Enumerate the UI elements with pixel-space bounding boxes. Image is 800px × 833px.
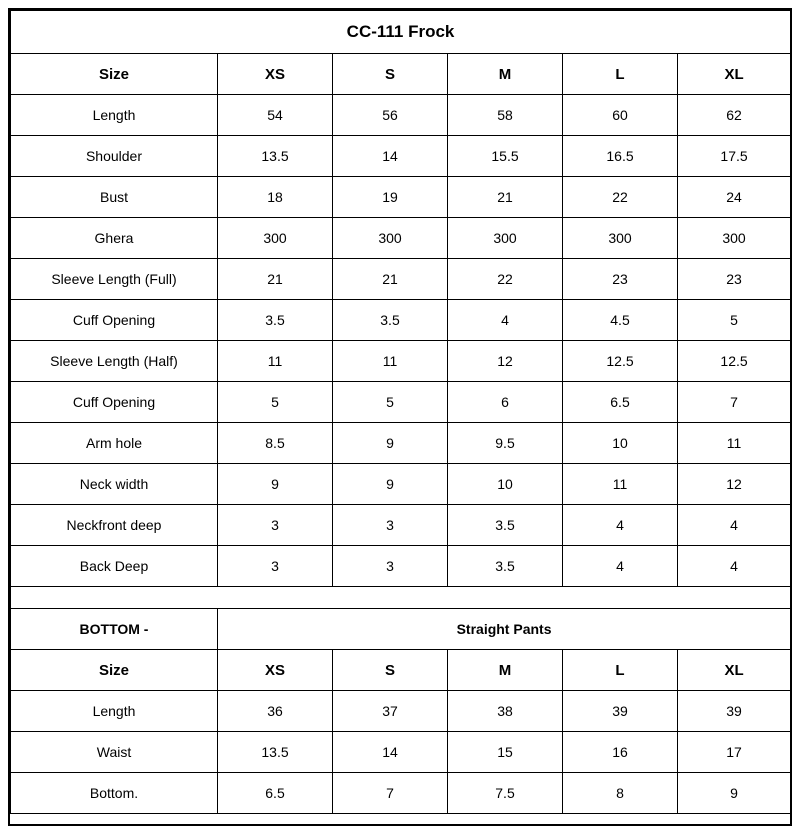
measurement-value: 8 [563,773,678,814]
table-row [11,691,791,732]
measurement-value: 14 [333,136,448,177]
measurement-value: 3.5 [333,300,448,341]
table-row [11,136,791,177]
table-row [11,95,791,136]
measurement-value: 17.5 [678,136,791,177]
measurement-value: 3 [333,546,448,587]
measurement-label: Sleeve Length (Half) [11,341,218,382]
measurement-value: 6.5 [218,773,333,814]
measurement-value: 9 [678,773,791,814]
measurement-value: 37 [333,691,448,732]
header-cell: XL [678,54,791,95]
measurement-value: 4 [563,505,678,546]
table-row [11,732,791,773]
measurement-value: 9 [333,423,448,464]
measurement-value: 13.5 [218,732,333,773]
measurement-value: 60 [563,95,678,136]
table-row [11,773,791,814]
measurement-value: 23 [563,259,678,300]
measurement-value: 5 [333,382,448,423]
table-row [11,218,791,259]
measurement-label: Bust [11,177,218,218]
measurement-value: 19 [333,177,448,218]
header-cell: L [563,650,678,691]
spacer-cell [11,587,791,609]
measurement-label: Sleeve Length (Full) [11,259,218,300]
measurement-value: 4 [563,546,678,587]
measurement-value: 22 [563,177,678,218]
measurement-value: 23 [678,259,791,300]
measurement-value: 16 [563,732,678,773]
header-cell: Size [11,650,218,691]
measurement-value: 21 [333,259,448,300]
size-chart-table [10,10,791,814]
table-row [11,341,791,382]
measurement-value: 3.5 [448,546,563,587]
measurement-value: 56 [333,95,448,136]
spacer-row [11,587,791,609]
header-cell: XS [218,650,333,691]
bottom-label: BOTTOM - [11,609,218,650]
top-measurements [11,95,791,587]
measurement-value: 11 [333,341,448,382]
measurement-value: 22 [448,259,563,300]
table-row [11,382,791,423]
measurement-label: Neck width [11,464,218,505]
measurement-value: 3 [218,546,333,587]
measurement-value: 10 [563,423,678,464]
header-cell: Size [11,54,218,95]
table-row [11,300,791,341]
measurement-value: 18 [218,177,333,218]
measurement-value: 300 [563,218,678,259]
measurement-value: 9 [333,464,448,505]
measurement-value: 15 [448,732,563,773]
table-row [11,177,791,218]
measurement-value: 3.5 [448,505,563,546]
table-row [11,546,791,587]
measurement-value: 300 [333,218,448,259]
measurement-value: 39 [563,691,678,732]
measurement-value: 54 [218,95,333,136]
measurement-label: Cuff Opening [11,382,218,423]
measurement-label: Cuff Opening [11,300,218,341]
measurement-value: 4 [678,505,791,546]
measurement-label: Shoulder [11,136,218,177]
measurement-value: 11 [678,423,791,464]
header-cell: S [333,650,448,691]
top-header-row [11,54,791,95]
measurement-value: 4.5 [563,300,678,341]
bottom-measurements [11,691,791,814]
measurement-value: 15.5 [448,136,563,177]
measurement-value: 5 [218,382,333,423]
table-row [11,423,791,464]
measurement-value: 17 [678,732,791,773]
measurement-value: 10 [448,464,563,505]
measurement-value: 300 [218,218,333,259]
measurement-value: 16.5 [563,136,678,177]
measurement-value: 11 [218,341,333,382]
title-row [11,11,791,54]
measurement-value: 12.5 [678,341,791,382]
measurement-value: 9.5 [448,423,563,464]
measurement-value: 300 [448,218,563,259]
measurement-value: 9 [218,464,333,505]
measurement-value: 4 [678,546,791,587]
measurement-value: 7.5 [448,773,563,814]
measurement-value: 6 [448,382,563,423]
bottom-header-row [11,650,791,691]
measurement-value: 11 [563,464,678,505]
measurement-value: 14 [333,732,448,773]
measurement-value: 21 [218,259,333,300]
measurement-label: Ghera [11,218,218,259]
measurement-value: 21 [448,177,563,218]
table-row [11,464,791,505]
table-row [11,259,791,300]
measurement-label: Arm hole [11,423,218,464]
header-cell: M [448,650,563,691]
size-chart [8,8,792,826]
measurement-value: 13.5 [218,136,333,177]
measurement-value: 7 [678,382,791,423]
measurement-value: 24 [678,177,791,218]
header-cell: M [448,54,563,95]
chart-title: CC-111 Frock [11,11,791,54]
measurement-value: 38 [448,691,563,732]
measurement-label: Back Deep [11,546,218,587]
measurement-value: 12 [448,341,563,382]
bottom-style: Straight Pants [218,609,791,650]
measurement-value: 5 [678,300,791,341]
measurement-label: Waist [11,732,218,773]
header-cell: L [563,54,678,95]
measurement-value: 3 [218,505,333,546]
header-cell: S [333,54,448,95]
measurement-value: 8.5 [218,423,333,464]
measurement-label: Length [11,95,218,136]
measurement-value: 3 [333,505,448,546]
table-row [11,505,791,546]
measurement-value: 12.5 [563,341,678,382]
measurement-label: Bottom. [11,773,218,814]
measurement-value: 62 [678,95,791,136]
measurement-value: 36 [218,691,333,732]
measurement-value: 4 [448,300,563,341]
measurement-value: 12 [678,464,791,505]
measurement-value: 300 [678,218,791,259]
measurement-value: 7 [333,773,448,814]
header-cell: XS [218,54,333,95]
measurement-value: 6.5 [563,382,678,423]
bottom-title-row [11,609,791,650]
measurement-value: 58 [448,95,563,136]
measurement-label: Neckfront deep [11,505,218,546]
measurement-value: 3.5 [218,300,333,341]
measurement-label: Length [11,691,218,732]
measurement-value: 39 [678,691,791,732]
header-cell: XL [678,650,791,691]
